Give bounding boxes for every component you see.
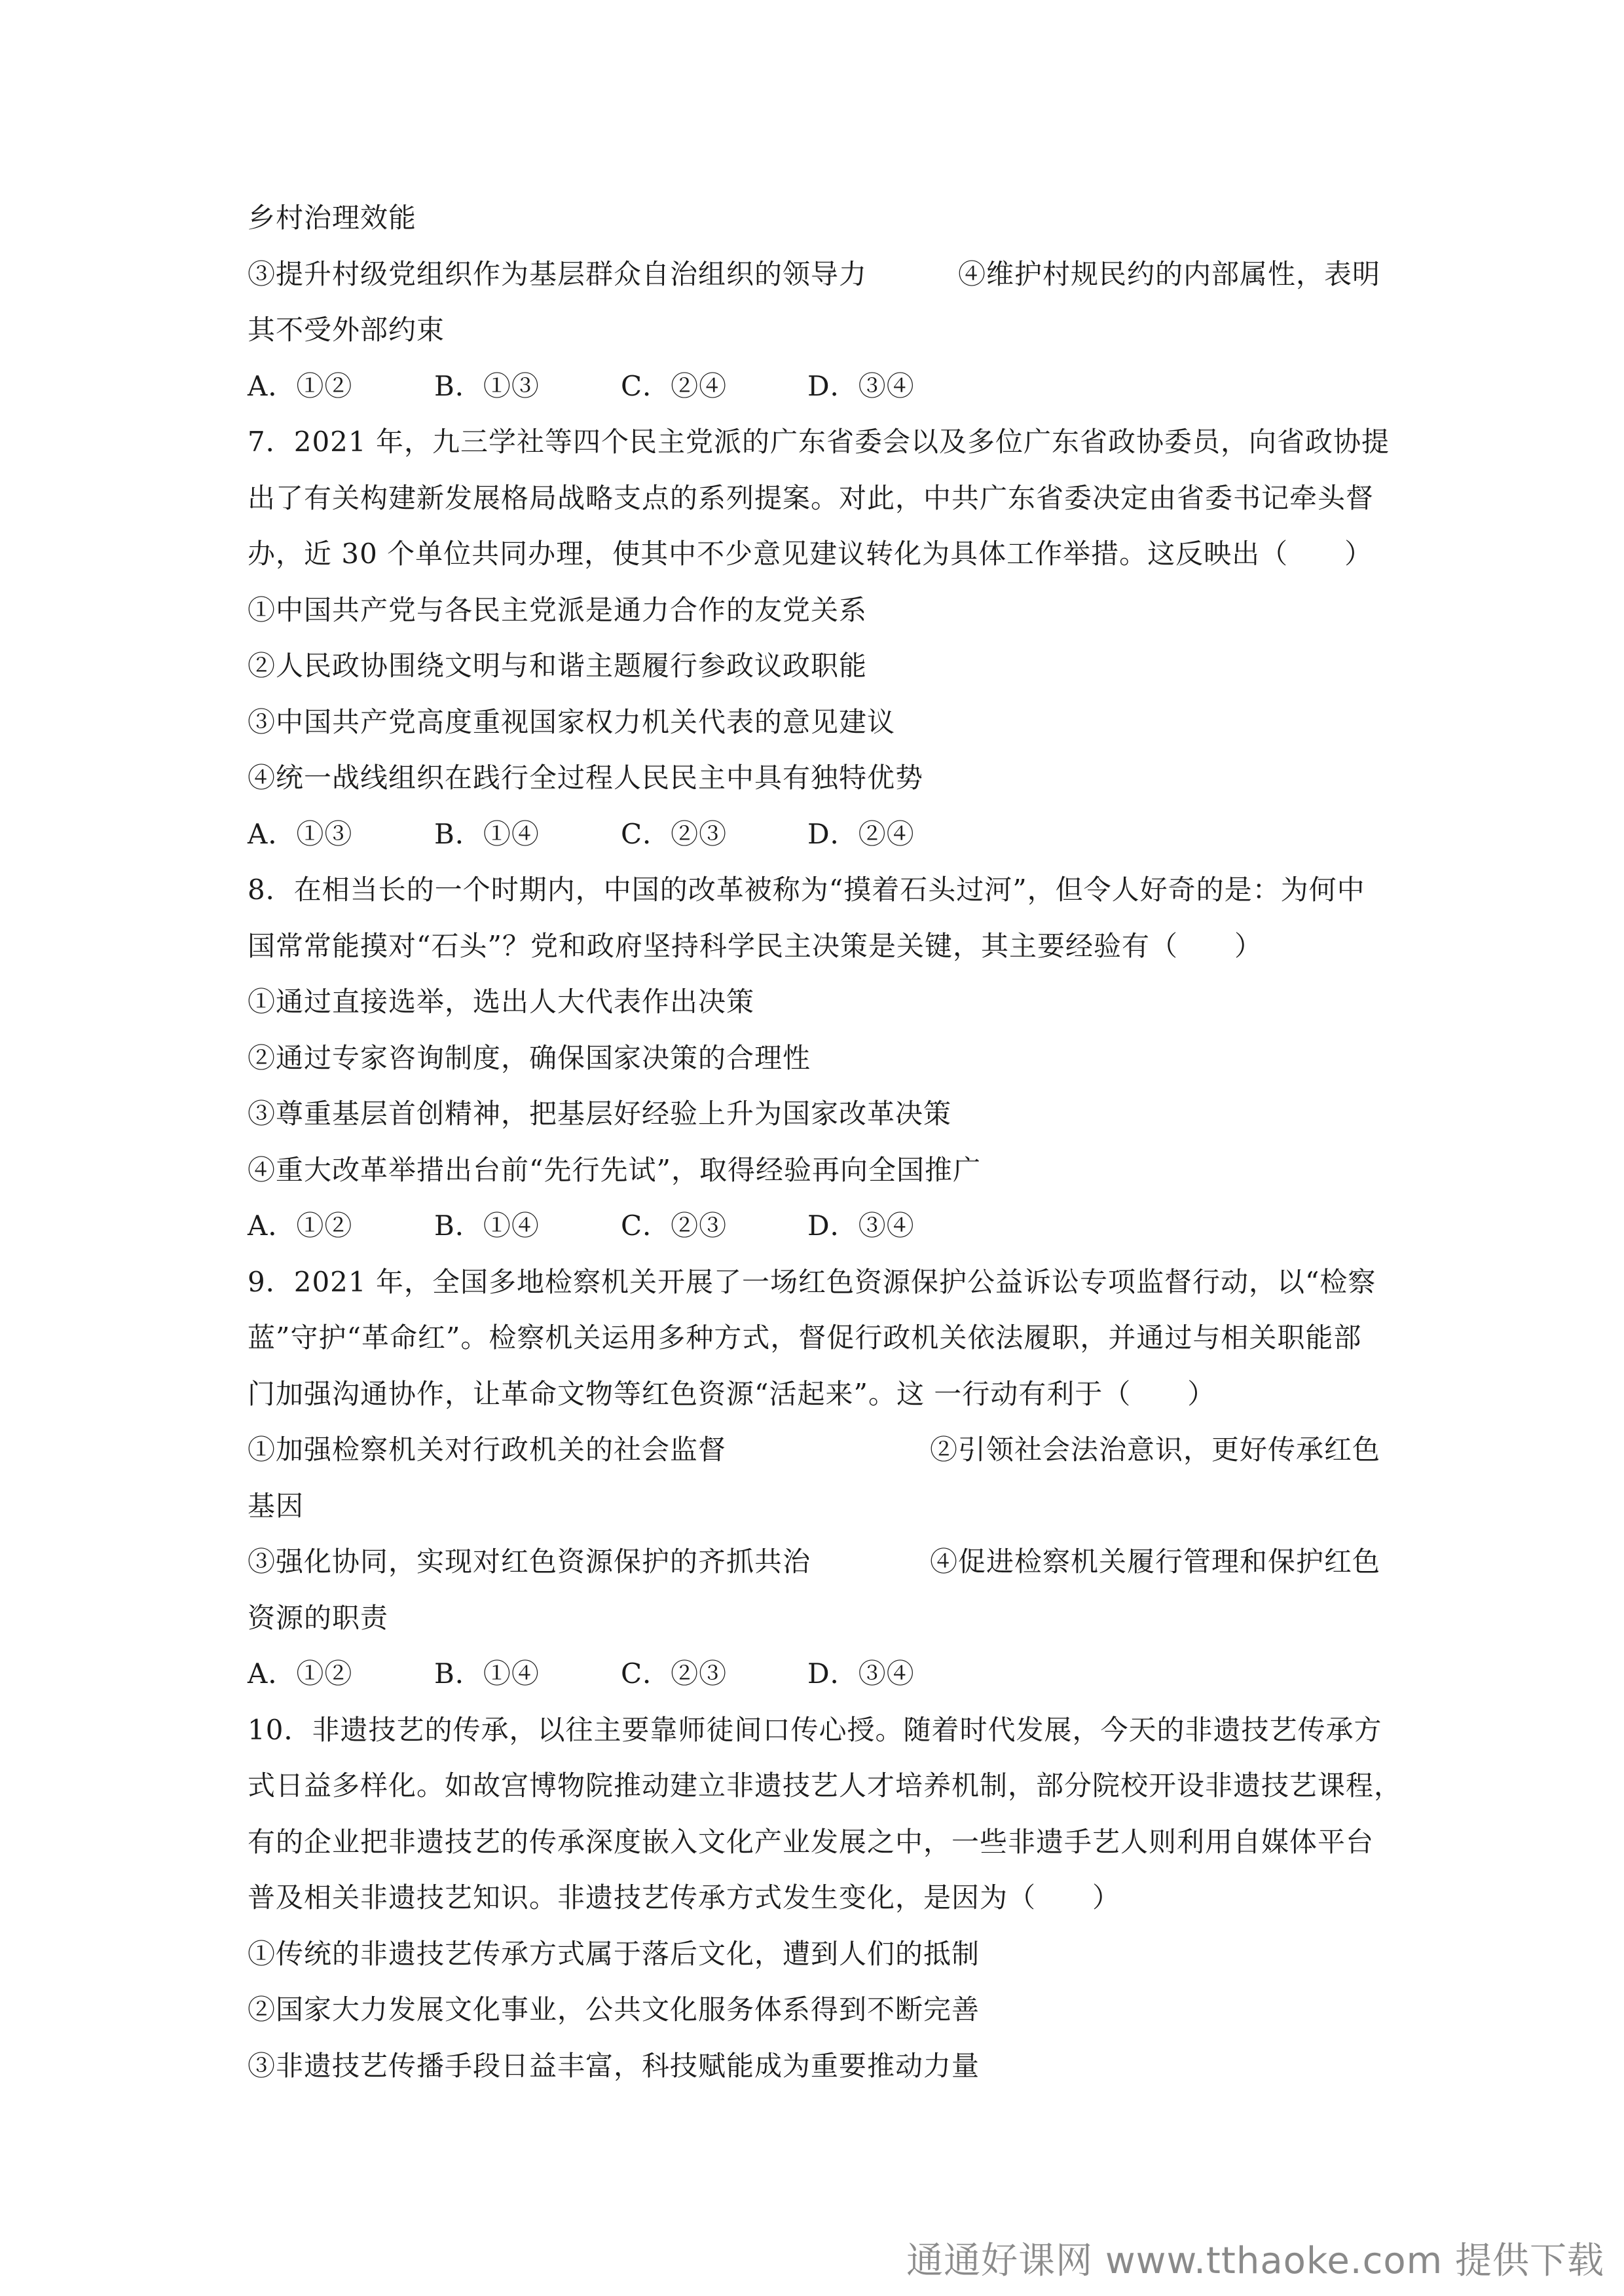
q9-options: [248, 1646, 1380, 1702]
q9-option-a: A．①②: [248, 1657, 353, 1690]
q10-item-3: ③非遗技艺传播手段日益丰富，科技赋能成为重要推动力量: [248, 2049, 980, 2082]
q8-stem-line: 国常常能摸对“石头”？党和政府坚持科学民主决策是关键，其主要经验有（ ）: [248, 929, 1263, 962]
q10-stem-line: 式日益多样化。如故宫博物院推动建立非遗技艺人才培养机制，部分院校开设非遗技艺课程，: [248, 1769, 1403, 1802]
q7-options: [248, 806, 1380, 862]
q7-item-1: ①中国共产党与各民主党派是通力合作的友党关系: [248, 593, 868, 626]
q7-option-d: D．②④: [807, 817, 915, 850]
q9-option-c: C．②③: [621, 1657, 728, 1690]
q7-option-a: A．①③: [248, 817, 353, 850]
q10-stem-line: 10．非遗技艺的传承，以往主要靠师徒间口传心授。随着时代发展，今天的非遗技艺传承方: [248, 1713, 1382, 1746]
q9-item-3: ③强化协同，实现对红色资源保护的齐抓共治: [248, 1546, 811, 1578]
q7-stem-line: 办，近 30 个单位共同办理，使其中不少意见建议转化为具体工作举措。这反映出（ ）: [248, 538, 1373, 570]
q6-item-4: ④维护村规民约的内部属性，表明: [957, 257, 1380, 290]
q9-option-d: D．③④: [807, 1657, 915, 1690]
q10-item-1: ①传统的非遗技艺传承方式属于落后文化，遭到人们的抵制: [248, 1937, 980, 1970]
q9-item-4: ④促进检察机关履行管理和保护红色: [929, 1546, 1380, 1578]
q9-stem-line: 门加强沟通协作，让革命文物等红色资源“活起来”。这 一行动有利于（ ）: [248, 1377, 1216, 1410]
q9-option-b: B．①④: [434, 1657, 540, 1690]
q8-option-d: D．③④: [807, 1210, 915, 1242]
q8-stem-line: 8．在相当长的一个时期内，中国的改革被称为“摸着石头过河”，但令人好奇的是：为何中: [248, 874, 1365, 906]
q7-item-2: ②人民政协围绕文明与和谐主题履行参政议政职能: [248, 650, 868, 682]
q9-item-4-continued: 资源的职责: [248, 1601, 389, 1634]
q10-item-2: ②国家大力发展文化事业，公共文化服务体系得到不断完善: [248, 1993, 980, 2026]
q8-item-1: ①通过直接选举，选出人大代表作出决策: [248, 986, 755, 1018]
q7-option-b: B．①④: [434, 817, 540, 850]
q6-item-4-continued: 其不受外部约束: [248, 314, 445, 346]
q8-item-4: ④重大改革举措出台前“先行先试”，取得经验再向全国推广: [248, 1153, 981, 1186]
q9-items-row: [248, 1422, 1380, 1478]
q9-item-2-continued: 基因: [248, 1489, 304, 1522]
q7-item-3: ③中国共产党高度重视国家权力机关代表的意见建议: [248, 705, 896, 738]
q8-item-2: ②通过专家咨询制度，确保国家决策的合理性: [248, 1041, 811, 1074]
q7-stem-line: 出了有关构建新发展格局战略支点的系列提案。对此，中共广东省委决定由省委书记牵头督: [248, 481, 1375, 514]
q6-options: [248, 358, 1380, 415]
page-content: [248, 190, 1403, 2094]
q6-items-row: [248, 246, 1380, 303]
q9-stem-line: 蓝”守护“革命红”。检察机关运用多种方式，督促行政机关依法履职，并通过与相关职能部: [248, 1322, 1362, 1354]
q7-option-c: C．②③: [621, 817, 728, 850]
q7-stem-line: 7．2021 年，九三学社等四个民主党派的广东省委会以及多位广东省政协委员，向省政协提: [248, 426, 1390, 458]
q8-item-3: ③尊重基层首创精神，把基层好经验上升为国家改革决策: [248, 1098, 952, 1130]
q9-items-row: [248, 1534, 1380, 1590]
q6-item-3: ③提升村级党组织作为基层群众自治组织的领导力: [248, 257, 868, 290]
q10-stem-line: 有的企业把非遗技艺的传承深度嵌入文化产业发展之中，一些非遗手艺人则利用自媒体平台: [248, 1825, 1375, 1858]
q8-option-b: B．①④: [434, 1210, 540, 1242]
q6-option-c: C．②④: [621, 369, 728, 402]
q7-item-4: ④统一战线组织在践行全过程人民民主中具有独特优势: [248, 762, 924, 794]
q6-option-a: A．①②: [248, 369, 353, 402]
q9-stem-line: 9．2021 年，全国多地检察机关开展了一场红色资源保护公益诉讼专项监督行动，以“检察: [248, 1265, 1376, 1298]
q9-item-1: ①加强检察机关对行政机关的社会监督: [248, 1434, 727, 1466]
q8-options: [248, 1198, 1380, 1254]
q6-continuation-line: 乡村治理效能: [248, 202, 417, 234]
q9-item-2: ②引领社会法治意识，更好传承红色: [929, 1434, 1380, 1466]
q8-option-c: C．②③: [621, 1210, 728, 1242]
q6-option-b: B．①③: [434, 369, 540, 402]
q10-stem-line: 普及相关非遗技艺知识。非遗技艺传承方式发生变化，是因为（ ）: [248, 1881, 1121, 1914]
q6-option-d: D．③④: [807, 369, 915, 402]
q8-option-a: A．①②: [248, 1210, 353, 1242]
watermark-text: 通通好课网 www.tthaoke.com 提供下载: [906, 2240, 1604, 2282]
